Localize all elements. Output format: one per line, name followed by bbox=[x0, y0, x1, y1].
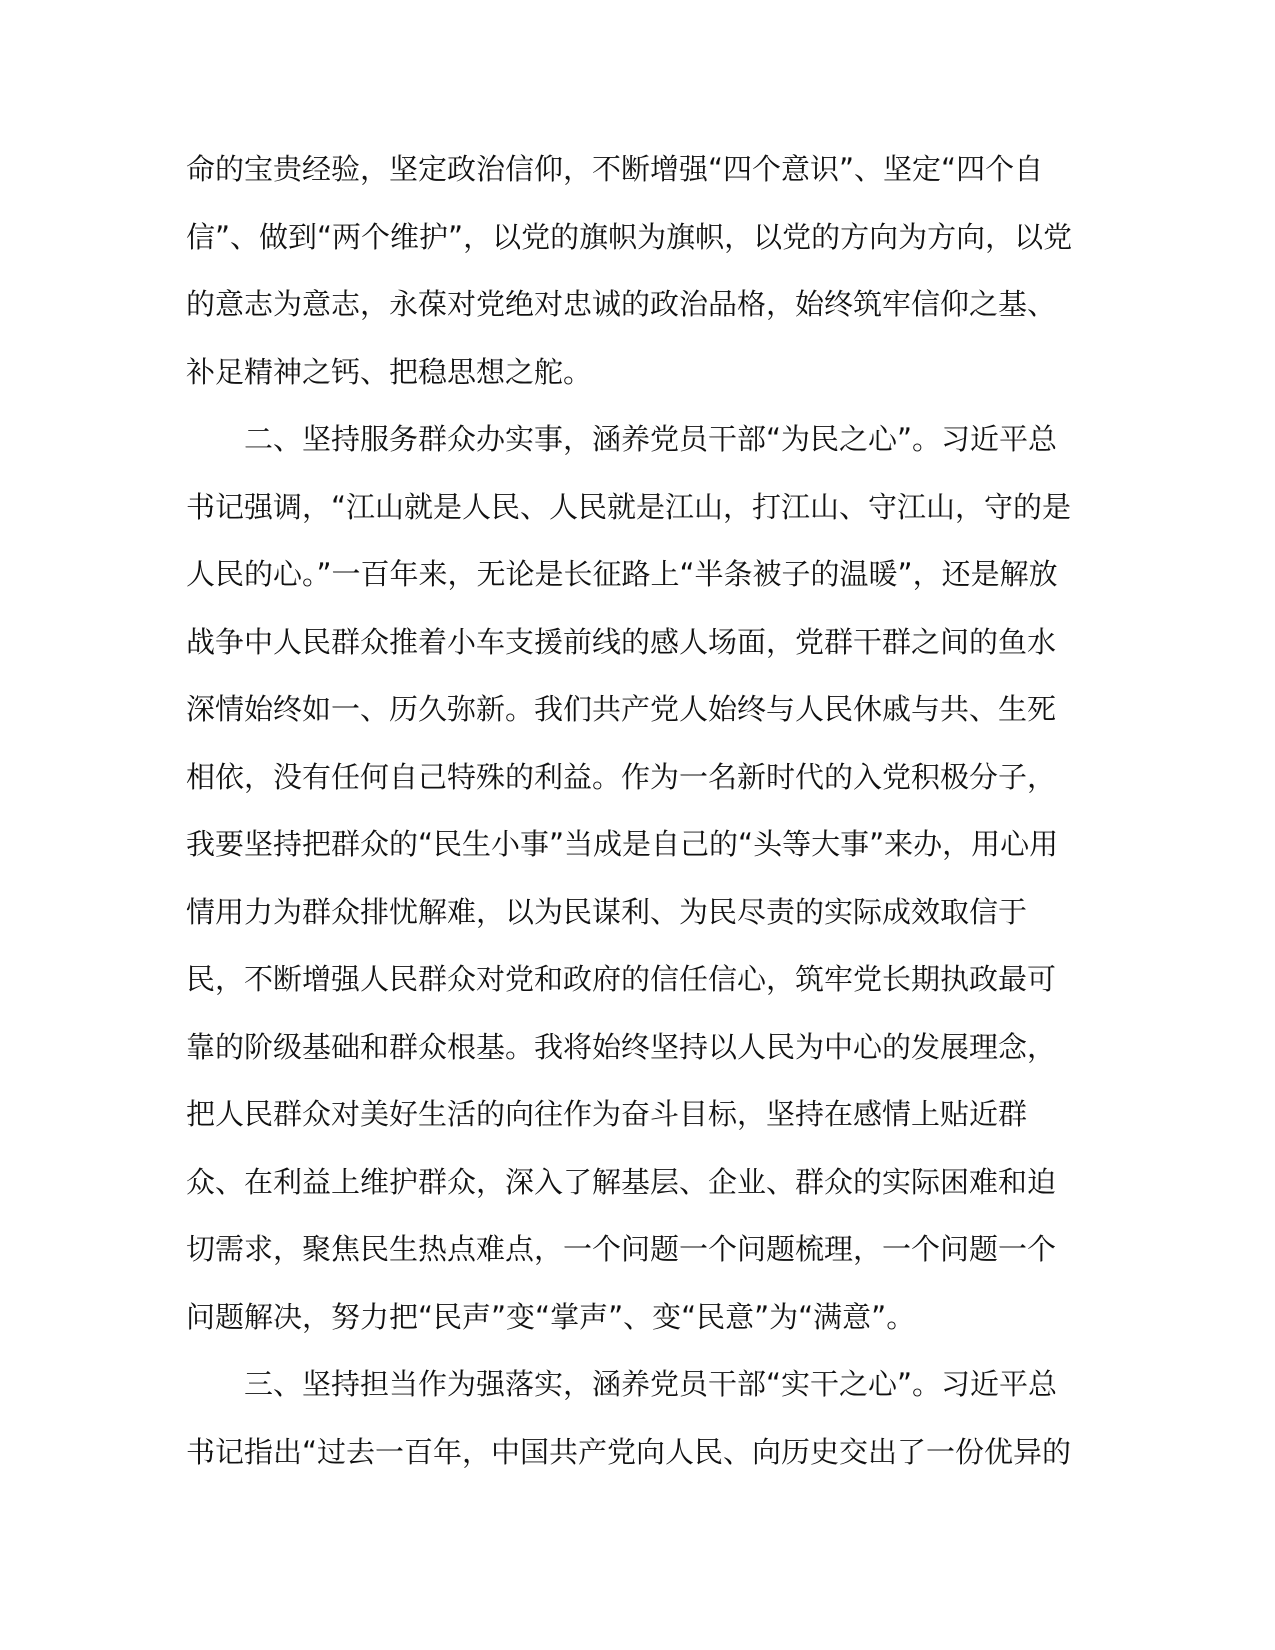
text-line: 战争中人民群众推着小车支援前线的感人场面，党群干群之间的鱼水 bbox=[186, 624, 1057, 659]
text-line: 切需求，聚焦民生热点难点，一个问题一个问题梳理，一个问题一个 bbox=[186, 1232, 1057, 1266]
section-three-first-line: 三、坚持担当作为强落实，涵养党员干部“实干之心”。习近平总 bbox=[244, 1367, 1058, 1401]
text-line: 人民的心。”一百年来，无论是长征路上“半条被子的温暖”，还是解放 bbox=[186, 557, 1058, 591]
section-two-first-line: 二、坚持服务群众办实事，涵养党员干部“为民之心”。习近平总 bbox=[244, 422, 1058, 456]
text-line: 补足精神之钙、把稳思想之舵。 bbox=[186, 354, 593, 389]
text-line: 信”、做到“两个维护”，以党的旗帜为旗帜，以党的方向为方向，以党 bbox=[186, 219, 1073, 254]
text-line: 问题解决，努力把“民声”变“掌声”、变“民意”为“满意”。 bbox=[186, 1299, 916, 1334]
text-line: 书记指出“过去一百年，中国共产党向人民、向历史交出了一份优异的 bbox=[186, 1434, 1072, 1469]
text-line: 靠的阶级基础和群众根基。我将始终坚持以人民为中心的发展理念， bbox=[186, 1029, 1057, 1064]
text-line: 民，不断增强人民群众对党和政府的信任信心，筑牢党长期执政最可 bbox=[186, 962, 1057, 996]
text-line: 相依，没有任何自己特殊的利益。作为一名新时代的入党积极分子， bbox=[186, 759, 1057, 794]
text-line: 的意志为意志，永葆对党绝对忠诚的政治品格，始终筑牢信仰之基、 bbox=[186, 287, 1057, 321]
text-line: 书记强调，“江山就是人民、人民就是江山，打江山、守江山，守的是 bbox=[186, 489, 1072, 524]
text-line: 命的宝贵经验，坚定政治信仰，不断增强“四个意识”、坚定“四个自 bbox=[186, 152, 1044, 186]
text-line: 我要坚持把群众的“民生小事”当成是自己的“头等大事”来办，用心用 bbox=[186, 827, 1059, 861]
text-line: 情用力为群众排忧解难，以为民谋利、为民尽责的实际成效取信于 bbox=[186, 894, 1028, 929]
body-text bbox=[186, 136, 1086, 1486]
text-line: 把人民群众对美好生活的向往作为奋斗目标，坚持在感情上贴近群 bbox=[186, 1097, 1028, 1131]
text-line: 众、在利益上维护群众，深入了解基层、企业、群众的实际困难和迫 bbox=[186, 1164, 1057, 1199]
text-line: 深情始终如一、历久弥新。我们共产党人始终与人民休戚与共、生死 bbox=[186, 692, 1057, 726]
